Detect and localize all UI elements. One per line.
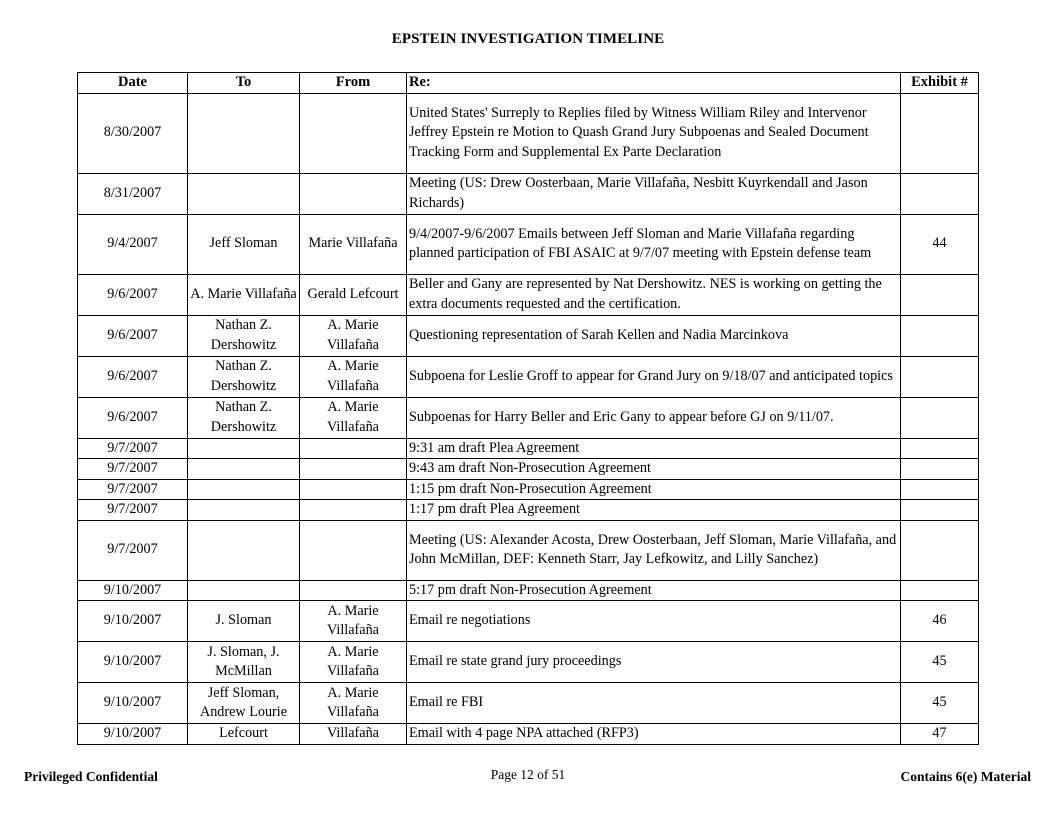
cell-re: Email re FBI [407, 683, 901, 724]
cell-to: A. Marie Villafaña [188, 274, 300, 315]
table-row [78, 214, 979, 274]
table-row [78, 315, 979, 356]
cell-to [188, 438, 300, 459]
cell-to: Lefcourt [188, 724, 300, 745]
cell-exhibit [901, 315, 979, 356]
cell-from: A. Marie Villafaña [300, 315, 407, 356]
cell-from: A. Marie Villafaña [300, 601, 407, 642]
cell-date: 9/7/2007 [78, 479, 188, 500]
table-row [78, 601, 979, 642]
header-from: From [300, 73, 407, 94]
cell-re: Email with 4 page NPA attached (RFP3) [407, 724, 901, 745]
header-exhibit: Exhibit # [901, 73, 979, 94]
cell-re: 1:17 pm draft Plea Agreement [407, 500, 901, 521]
header-to: To [188, 73, 300, 94]
cell-re: Meeting (US: Alexander Acosta, Drew Oosterbaan, Jeff Sloman, Marie Villafaña, and John McMillan, DEF: Kenneth Starr, Jay Lefkowitz, and Lilly Sanchez) [407, 520, 901, 580]
cell-to [188, 520, 300, 580]
cell-date: 9/6/2007 [78, 315, 188, 356]
timeline-table [77, 72, 979, 745]
cell-from [300, 438, 407, 459]
cell-from [300, 580, 407, 601]
cell-date: 9/7/2007 [78, 520, 188, 580]
cell-exhibit: 45 [901, 683, 979, 724]
cell-date: 9/4/2007 [78, 214, 188, 274]
cell-date: 9/6/2007 [78, 397, 188, 438]
document-title: EPSTEIN INVESTIGATION TIMELINE [391, 31, 665, 47]
cell-from: A. Marie Villafaña [300, 683, 407, 724]
cell-exhibit [901, 459, 979, 480]
cell-from: Gerald Lefcourt [300, 274, 407, 315]
header-re: Re: [407, 73, 901, 94]
cell-from [300, 479, 407, 500]
cell-date: 8/31/2007 [78, 173, 188, 214]
cell-to: Jeff Sloman, Andrew Lourie [188, 683, 300, 724]
cell-exhibit: 47 [901, 724, 979, 745]
cell-date: 8/30/2007 [78, 93, 188, 173]
cell-date: 9/7/2007 [78, 500, 188, 521]
cell-re: 9/4/2007-9/6/2007 Emails between Jeff Sloman and Marie Villafaña regarding planned participation of FBI ASAIC at 9/7/07 meeting with Epstein defense team [407, 214, 901, 274]
table-row [78, 500, 979, 521]
cell-to: Nathan Z. Dershowitz [188, 397, 300, 438]
table-row [78, 93, 979, 173]
table-row [78, 274, 979, 315]
cell-re: Email re state grand jury proceedings [407, 642, 901, 683]
cell-exhibit: 46 [901, 601, 979, 642]
cell-re: 1:15 pm draft Non-Prosecution Agreement [407, 479, 901, 500]
cell-to [188, 500, 300, 521]
cell-to [188, 580, 300, 601]
cell-from [300, 173, 407, 214]
cell-to [188, 459, 300, 480]
cell-date: 9/10/2007 [78, 724, 188, 745]
cell-exhibit [901, 438, 979, 459]
cell-exhibit [901, 173, 979, 214]
cell-to: J. Sloman [188, 601, 300, 642]
table-row [78, 356, 979, 397]
cell-re: Beller and Gany are represented by Nat Dershowitz. NES is working on getting the extra documents requested and the certification. [407, 274, 901, 315]
cell-to [188, 93, 300, 173]
table-row [78, 724, 979, 745]
cell-re: Email re negotiations [407, 601, 901, 642]
cell-re: 9:31 am draft Plea Agreement [407, 438, 901, 459]
header-date: Date [78, 73, 188, 94]
cell-to: Jeff Sloman [188, 214, 300, 274]
cell-date: 9/10/2007 [78, 683, 188, 724]
cell-exhibit [901, 520, 979, 580]
cell-from: Marie Villafaña [300, 214, 407, 274]
table-row [78, 459, 979, 480]
cell-date: 9/7/2007 [78, 459, 188, 480]
table-row [78, 683, 979, 724]
cell-from: A. Marie Villafaña [300, 356, 407, 397]
cell-exhibit [901, 397, 979, 438]
table-row [78, 520, 979, 580]
cell-exhibit [901, 500, 979, 521]
footer-confidential-label: Privileged Confidential [24, 769, 158, 784]
cell-from [300, 93, 407, 173]
cell-from [300, 459, 407, 480]
cell-to: Nathan Z. Dershowitz [188, 356, 300, 397]
cell-to: Nathan Z. Dershowitz [188, 315, 300, 356]
cell-to [188, 479, 300, 500]
page-number: Page 12 of 51 [490, 767, 566, 782]
cell-date: 9/10/2007 [78, 601, 188, 642]
cell-re: United States' Surreply to Replies filed by Witness William Riley and Intervenor Jeffrey Epstein re Motion to Quash Grand Jury Subpoenas and Sealed Document Tracking Form and Supplemental Ex Parte Declaration [407, 93, 901, 173]
cell-to [188, 173, 300, 214]
cell-exhibit [901, 93, 979, 173]
table-header-row [78, 73, 979, 94]
cell-from: A. Marie Villafaña [300, 397, 407, 438]
cell-exhibit: 45 [901, 642, 979, 683]
cell-exhibit [901, 274, 979, 315]
cell-re: Subpoena for Leslie Groff to appear for Grand Jury on 9/18/07 and anticipated topics [407, 356, 901, 397]
cell-re: 9:43 am draft Non-Prosecution Agreement [407, 459, 901, 480]
cell-exhibit [901, 479, 979, 500]
cell-to: J. Sloman, J. McMillan [188, 642, 300, 683]
footer-6e-label: Contains 6(e) Material [900, 769, 1031, 784]
cell-from: A. Marie Villafaña [300, 642, 407, 683]
cell-re: Questioning representation of Sarah Kellen and Nadia Marcinkova [407, 315, 901, 356]
cell-re: 5:17 pm draft Non-Prosecution Agreement [407, 580, 901, 601]
table-row [78, 580, 979, 601]
cell-date: 9/10/2007 [78, 642, 188, 683]
cell-re: Meeting (US: Drew Oosterbaan, Marie Villafaña, Nesbitt Kuyrkendall and Jason Richards) [407, 173, 901, 214]
cell-exhibit: 44 [901, 214, 979, 274]
table-row [78, 438, 979, 459]
cell-from [300, 520, 407, 580]
cell-exhibit [901, 356, 979, 397]
cell-from: Villafaña [300, 724, 407, 745]
table-row [78, 397, 979, 438]
cell-date: 9/10/2007 [78, 580, 188, 601]
cell-from [300, 500, 407, 521]
table-row [78, 479, 979, 500]
cell-date: 9/6/2007 [78, 356, 188, 397]
table-row [78, 173, 979, 214]
cell-date: 9/7/2007 [78, 438, 188, 459]
table-row [78, 642, 979, 683]
cell-exhibit [901, 580, 979, 601]
cell-re: Subpoenas for Harry Beller and Eric Gany to appear before GJ on 9/11/07. [407, 397, 901, 438]
cell-date: 9/6/2007 [78, 274, 188, 315]
